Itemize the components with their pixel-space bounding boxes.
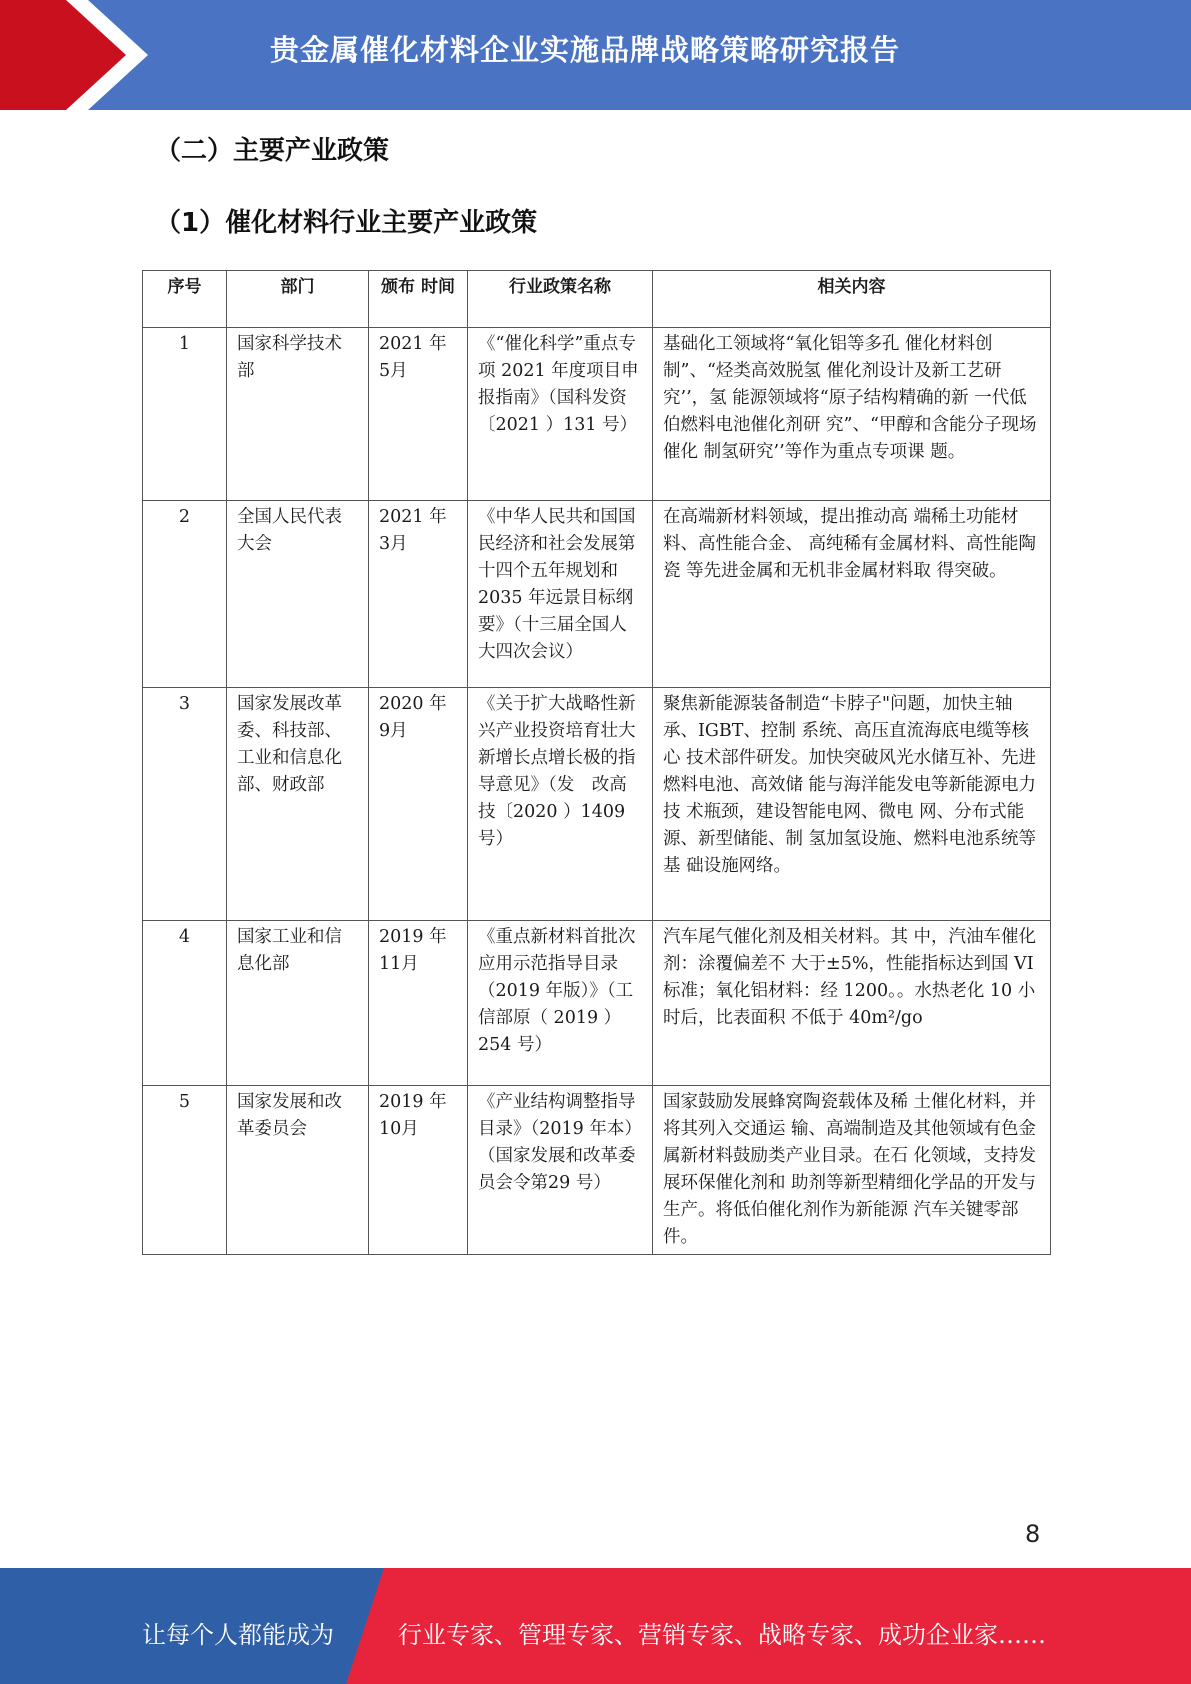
row-policy-name: 《产业结构调整指导目录》（2019 年本）（国家发展和改革委员会令第29 号）	[468, 1086, 653, 1255]
row-content: 聚焦新能源装备制造“卡脖子"问题，加快主轴承、IGBT、控制 系统、高压直流海底电缆等核心 技术部件研发。加快突破风光水储互补、先进燃料电池、高效储 能与海洋能发电等新能源电力技 术瓶颈，建设智能电网、微电 网、分布式能源、新型储能、制 氢加氢设施、燃料电池系统等基 础设施网络。	[653, 688, 1051, 921]
row-serial: 5	[143, 1086, 227, 1255]
footer-slogan-left: 让每个人都能成为	[142, 1621, 334, 1649]
report-title: 贵金属催化材料企业实施品牌战略策略研究报告	[270, 33, 901, 67]
row-department: 国家发展改革委、科技部、工业和信息化部、财政部	[227, 688, 369, 921]
table-row	[143, 328, 1051, 501]
row-policy-name: 《关于扩大战略性新兴产业投资培育壮大新增长点增长极的指导意见》（发 改高技〔2020 ）1409 号）	[468, 688, 653, 921]
row-serial: 3	[143, 688, 227, 921]
header-date: 颁布 时间	[369, 271, 468, 328]
row-policy-name: 《“催化科学”重点专项 2021 年度项目申报指南》（国科发资〔2021 ）131 号）	[468, 328, 653, 501]
page-header	[0, 0, 1191, 110]
row-content: 基础化工领域将“氧化铝等多孔 催化材料创制”、“烃类高效脱氢 催化剂设计及新工艺研究’’，氢 能源领域将“原子结构精确的新 一代低伯燃料电池催化剂研 究”、“甲醇和含能分子现场催化 制氢研究’’等作为重点专项课 题。	[653, 328, 1051, 501]
page-footer	[0, 1568, 1191, 1684]
row-date: 2020 年 9月	[369, 688, 468, 921]
table-header-row	[143, 271, 1051, 328]
row-content: 在高端新材料领域，提出推动高 端稀土功能材料、高性能合金、 高纯稀有金属材料、高性能陶瓷 等先进金属和无机非金属材料取 得突破。	[653, 501, 1051, 688]
section-heading: （二）主要产业政策	[155, 136, 390, 166]
row-content: 国家鼓励发展蜂窝陶瓷载体及稀 土催化材料，并将其列入交通运 输、高端制造及其他领域有色金 属新材料鼓励类产业目录。在石 化领域，支持发展环保催化剂和 助剂等新型精细化学品的开发与 生产。将低伯催化剂作为新能源 汽车关键零部件。	[653, 1086, 1051, 1255]
header-serial: 序号	[143, 271, 227, 328]
row-date: 2019 年 11月	[369, 921, 468, 1086]
row-content: 汽车尾气催化剂及相关材料。其 中，汽油车催化剂：涂覆偏差不 大于±5%，性能指标达到国 VI 标准；氧化铝材料：经 1200。。水热老化 10 小时后，比表面积 不低于 40m²/go	[653, 921, 1051, 1086]
row-department: 国家发展和改革委员会	[227, 1086, 369, 1255]
page-number: 8	[1025, 1520, 1041, 1548]
row-date: 2019 年 10月	[369, 1086, 468, 1255]
row-serial: 4	[143, 921, 227, 1086]
table-row	[143, 501, 1051, 688]
policy-table	[142, 270, 1051, 1255]
row-department: 国家工业和信息化部	[227, 921, 369, 1086]
row-date: 2021 年 3月	[369, 501, 468, 688]
table-row	[143, 688, 1051, 921]
row-department: 全国人民代表大会	[227, 501, 369, 688]
row-policy-name: 《重点新材料首批次应用示范指导目录（2019 年版）》（工信部原（ 2019 ） 254 号）	[468, 921, 653, 1086]
header-content: 相关内容	[653, 271, 1051, 328]
header-policy-name: 行业政策名称	[468, 271, 653, 328]
row-serial: 2	[143, 501, 227, 688]
footer-slogan-right: 行业专家、管理专家、营销专家、战略专家、成功企业家……	[398, 1621, 1046, 1649]
table-row	[143, 1086, 1051, 1255]
header-department: 部门	[227, 271, 369, 328]
row-department: 国家科学技术部	[227, 328, 369, 501]
row-policy-name: 《中华人民共和国国民经济和社会发展第十四个五年规划和 2035 年远景目标纲要》（十三届全国人大四次会议）	[468, 501, 653, 688]
row-serial: 1	[143, 328, 227, 501]
table-row	[143, 921, 1051, 1086]
row-date: 2021 年 5月	[369, 328, 468, 501]
sub-heading: （1）催化材料行业主要产业政策	[155, 208, 538, 238]
